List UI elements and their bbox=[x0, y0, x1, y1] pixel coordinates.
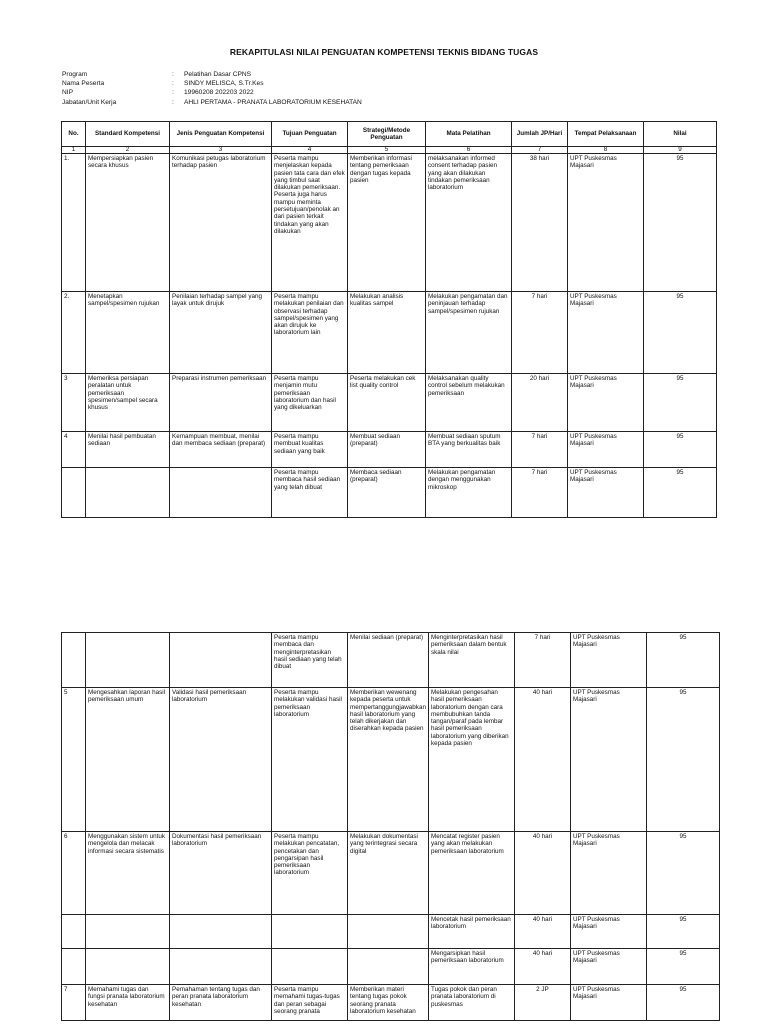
info-label: NIP bbox=[62, 89, 73, 97]
venue-cell: UPT Puskesmas Majasari bbox=[568, 432, 644, 468]
duration-cell: 40 hari bbox=[514, 688, 570, 832]
score-cell: 95 bbox=[644, 432, 717, 468]
strengthening-goal-cell: Peserta mampu memahami tugas-tugas dan peran sebagai seorang pranata bbox=[272, 985, 348, 1021]
strategy-method-cell: Membaca sediaan (preparat) bbox=[348, 468, 426, 518]
table-body-page-2 bbox=[62, 633, 720, 1021]
strengthening-type-cell: Pemahaman tentang tugas dan peran pranata laboratorium kesehatan bbox=[170, 985, 272, 1021]
row-number-cell bbox=[62, 468, 86, 518]
strengthening-type-cell: Komunikasi petugas laboratorium terhadap pasien bbox=[170, 154, 272, 292]
table-body-page-1 bbox=[62, 154, 717, 518]
venue-cell: UPT Puskesmas Majasari bbox=[570, 985, 646, 1021]
strategy-method-cell: Menilai sediaan (preparat) bbox=[348, 633, 429, 688]
venue-cell: UPT Puskesmas Majasari bbox=[570, 832, 646, 915]
strengthening-type-cell bbox=[170, 915, 272, 949]
training-subject-cell: Melaksanakan quality control sebelum melakukan pemeriksaan bbox=[426, 374, 512, 432]
strengthening-goal-cell: Peserta mampu melakukan validasi hasil pemeriksaan laboratorium bbox=[272, 688, 348, 832]
strategy-method-cell: Memberikan informasi tentang pemeriksaan dengan tugas kepada pasien bbox=[348, 154, 426, 292]
duration-cell: 40 hari bbox=[514, 949, 570, 985]
standard-competency-cell: Mengesahkan laporan hasil pemeriksaan umum bbox=[86, 688, 170, 832]
strengthening-goal-cell bbox=[272, 915, 348, 949]
duration-cell: 2 JP bbox=[514, 985, 570, 1021]
standard-competency-cell: Menggunakan sistem untuk mengelola dan melacak informasi secara sistematis bbox=[86, 832, 170, 915]
info-value: Pelatihan Dasar CPNS bbox=[184, 71, 252, 78]
venue-cell: UPT Puskesmas Majasari bbox=[570, 633, 646, 688]
standard-competency-cell bbox=[86, 915, 170, 949]
header-cell: No. bbox=[62, 122, 86, 147]
score-cell: 95 bbox=[644, 468, 717, 518]
info-colon: : bbox=[172, 71, 174, 78]
table-row bbox=[62, 432, 717, 468]
header-cell: Mata Pelatihan bbox=[426, 122, 512, 147]
strategy-method-cell: Membuat sediaan (preparat) bbox=[348, 432, 426, 468]
duration-cell: 7 hari bbox=[512, 432, 568, 468]
training-subject-cell: Mencetak hasil pemeriksaan laboratorium bbox=[428, 915, 514, 949]
strengthening-type-cell: Dokumentasi hasil pemeriksaan laboratorium bbox=[170, 832, 272, 915]
standard-competency-cell: Menetapkan sampel/spesimen rujukan bbox=[86, 292, 170, 374]
table-row bbox=[62, 374, 717, 432]
row-number-cell: 4 bbox=[62, 432, 86, 468]
table-row bbox=[62, 949, 720, 985]
column-number: 5 bbox=[348, 147, 426, 154]
strengthening-type-cell: Preparasi instrumen pemeriksaan bbox=[170, 374, 272, 432]
strengthening-type-cell: Kemampuan membuat, menilai dan membaca sediaan (preparat) bbox=[170, 432, 272, 468]
column-number: 3 bbox=[170, 147, 272, 154]
venue-cell: UPT Puskesmas Majasari bbox=[570, 688, 646, 832]
venue-cell: UPT Puskesmas Majasari bbox=[568, 468, 644, 518]
standard-competency-cell bbox=[86, 468, 170, 518]
training-subject-cell: melaksanakan informed consent terhadap pasien yang akan dilakukan tindakan pemeriksaan laboratorium bbox=[426, 154, 512, 292]
strengthening-type-cell: Validasi hasil pemeriksaan laboratorium bbox=[170, 688, 272, 832]
strategy-method-cell: Melakukan dokumentasi yang terintegrasi secara digital bbox=[348, 832, 429, 915]
strategy-method-cell: Memberikan materi tentang tugas pokok seorang pranata laboratorium kesehatan bbox=[348, 985, 429, 1021]
score-cell: 95 bbox=[644, 154, 717, 292]
header-cell: Strategi/Metode Penguatan bbox=[348, 122, 426, 147]
info-colon: : bbox=[172, 80, 174, 88]
header-cell: Jumlah JP/Hari bbox=[512, 122, 568, 147]
strategy-method-cell bbox=[348, 949, 429, 985]
duration-cell: 7 hari bbox=[514, 633, 570, 688]
header-cell: Jenis Penguatan Kompetensi bbox=[170, 122, 272, 147]
info-row-name bbox=[62, 79, 362, 88]
row-number-cell: 7 bbox=[62, 985, 86, 1021]
score-cell: 95 bbox=[646, 633, 719, 688]
strengthening-type-cell bbox=[170, 633, 272, 688]
duration-cell: 20 hari bbox=[512, 374, 568, 432]
training-subject-cell: Melakukan pengamatan dan peninjauan terhadap sampel/spesimen rujukan bbox=[426, 292, 512, 374]
table-row bbox=[62, 633, 720, 688]
info-value: AHLI PERTAMA - PRANATA LABORATORIUM KESEHATAN bbox=[184, 98, 362, 106]
table-row bbox=[62, 832, 720, 915]
table-row bbox=[62, 915, 720, 949]
header-cell: Standard Kompetensi bbox=[86, 122, 170, 147]
info-row-position bbox=[62, 98, 362, 107]
column-number: 7 bbox=[512, 147, 568, 154]
strategy-method-cell: Peserta melakukan cek list quality control bbox=[348, 374, 426, 432]
info-label: Nama Peserta bbox=[62, 80, 105, 88]
training-subject-cell: Mencatat register pasien yang akan melakukan pemeriksaan laboratorium bbox=[428, 832, 514, 915]
participant-info bbox=[62, 70, 362, 107]
venue-cell: UPT Puskesmas Majasari bbox=[570, 949, 646, 985]
standard-competency-cell: Mempersiapkan pasien secara khusus bbox=[86, 154, 170, 292]
table-row bbox=[62, 468, 717, 518]
strategy-method-cell: Melakukan analisis kualitas sampel bbox=[348, 292, 426, 374]
score-cell: 95 bbox=[646, 688, 719, 832]
strengthening-type-cell bbox=[170, 468, 272, 518]
column-number: 6 bbox=[426, 147, 512, 154]
training-subject-cell: Membuat sediaan sputum BTA yang berkualitas baik bbox=[426, 432, 512, 468]
header-cell: Nilai bbox=[644, 122, 717, 147]
page-title: REKAPITULASI NILAI PENGUATAN KOMPETENSI TEKNIS BIDANG TUGAS bbox=[229, 47, 539, 57]
row-number-cell: 3 bbox=[62, 374, 86, 432]
strengthening-goal-cell: Peserta mampu menjamin mutu pemeriksaan laboratorium dan hasil yang dikeluarkan bbox=[272, 374, 348, 432]
info-row-program bbox=[62, 70, 362, 79]
competency-table-continued bbox=[61, 632, 720, 1021]
info-row-nip bbox=[62, 88, 362, 97]
score-cell: 95 bbox=[646, 832, 719, 915]
strengthening-goal-cell: Peserta mampu membuat kualitas sediaan yang baik bbox=[272, 432, 348, 468]
strategy-method-cell bbox=[348, 915, 429, 949]
score-cell: 95 bbox=[644, 292, 717, 374]
duration-cell: 7 hari bbox=[512, 468, 568, 518]
table-row bbox=[62, 292, 717, 374]
info-label: Jabatan/Unit Kerja bbox=[62, 98, 117, 106]
info-value: 19960208 202203 2022 bbox=[184, 89, 254, 97]
header-cell: Tujuan Penguatan bbox=[272, 122, 348, 147]
row-number-cell: 1. bbox=[62, 154, 86, 292]
row-number-cell: 2. bbox=[62, 292, 86, 374]
table-header-row bbox=[62, 122, 717, 147]
training-subject-cell: Mengarsipkan hasil pemeriksaan laboratorium bbox=[428, 949, 514, 985]
training-subject-cell: Menginterpretasikan hasil pemeriksaan dalam bentuk skala nilai bbox=[428, 633, 514, 688]
score-cell: 95 bbox=[644, 374, 717, 432]
row-number-cell bbox=[62, 915, 86, 949]
strengthening-goal-cell: Peserta mampu membaca dan menginterpretasikan hasil sediaan yang telah dibuat bbox=[272, 633, 348, 688]
standard-competency-cell bbox=[86, 949, 170, 985]
strengthening-type-cell: Penilaian terhadap sampel yang layak untuk dirujuk bbox=[170, 292, 272, 374]
strengthening-goal-cell: Peserta mampu melakukan pencatatan, pencetakan dan pengarsipan hasil pemeriksaan laboratorium bbox=[272, 832, 348, 915]
duration-cell: 38 hari bbox=[512, 154, 568, 292]
training-subject-cell: Melakukan pengesahan hasil pemeriksaan laboratorium dengan cara membubuhkan tanda tangan/paraf pada lembar hasil pemeriksaan laboratorium yang diberikan kepada pasien bbox=[428, 688, 514, 832]
standard-competency-cell bbox=[86, 633, 170, 688]
row-number-cell bbox=[62, 949, 86, 985]
strengthening-type-cell bbox=[170, 949, 272, 985]
strategy-method-cell: Memberikan wewenang kepada peserta untuk mempertanggungjawabkan hasil laboratorium yang telah dikerjakan dan diserahkan kepada pasien bbox=[348, 688, 429, 832]
venue-cell: UPT Puskesmas Majasari bbox=[568, 154, 644, 292]
header-cell: Tempat Pelaksanaan bbox=[568, 122, 644, 147]
training-subject-cell: Tugas pokok dan peran pranata laboratorium di puskesmas bbox=[428, 985, 514, 1021]
strengthening-goal-cell: Peserta mampu membaca hasil sediaan yang telah dibuat bbox=[272, 468, 348, 518]
row-number-cell: 6 bbox=[62, 832, 86, 915]
duration-cell: 40 hari bbox=[514, 832, 570, 915]
table-row bbox=[62, 154, 717, 292]
training-subject-cell: Melakukan pengamatan dengan menggunakan mikroskop bbox=[426, 468, 512, 518]
strengthening-goal-cell bbox=[272, 949, 348, 985]
column-number: 1 bbox=[62, 147, 86, 154]
row-number-cell: 5 bbox=[62, 688, 86, 832]
strengthening-goal-cell: Peserta mampu melakukan penilaian dan observasi terhadap sampel/spesimen yang akan dirujuk ke laboratorium lain bbox=[272, 292, 348, 374]
info-colon: : bbox=[172, 89, 174, 97]
score-cell: 95 bbox=[646, 915, 719, 949]
score-cell: 95 bbox=[646, 949, 719, 985]
duration-cell: 40 hari bbox=[514, 915, 570, 949]
info-colon: : bbox=[172, 98, 174, 106]
duration-cell: 7 hari bbox=[512, 292, 568, 374]
strengthening-goal-cell: Peserta mampu menjelaskan kepada pasien tata cara dan efek yang timbul saat dilakukan pemeriksaan. Peserta juga harus mampu meminta persetujuan/penolak an dari pasien terkait tindakan yang akan dilakukan bbox=[272, 154, 348, 292]
column-number-row bbox=[62, 147, 717, 154]
standard-competency-cell: Memahami tugas dan fungsi pranata laboratorium kesehatan bbox=[86, 985, 170, 1021]
column-number: 9 bbox=[644, 147, 717, 154]
column-number: 4 bbox=[272, 147, 348, 154]
table-row bbox=[62, 985, 720, 1021]
info-label: Program bbox=[62, 71, 88, 78]
standard-competency-cell: Memeriksa persiapan peralatan untuk pemeriksaan spesimen/sampel secara khusus bbox=[86, 374, 170, 432]
venue-cell: UPT Puskesmas Majasari bbox=[568, 292, 644, 374]
column-number: 8 bbox=[568, 147, 644, 154]
info-value: SINDY MELISCA, S.Tr.Kes bbox=[184, 80, 264, 88]
score-cell: 95 bbox=[646, 985, 719, 1021]
column-number: 2 bbox=[86, 147, 170, 154]
row-number-cell bbox=[62, 633, 86, 688]
standard-competency-cell: Menilai hasil pembuatan sediaan bbox=[86, 432, 170, 468]
table-row bbox=[62, 688, 720, 832]
venue-cell: UPT Puskesmas Majasari bbox=[568, 374, 644, 432]
competency-table bbox=[61, 121, 717, 518]
venue-cell: UPT Puskesmas Majasari bbox=[570, 915, 646, 949]
